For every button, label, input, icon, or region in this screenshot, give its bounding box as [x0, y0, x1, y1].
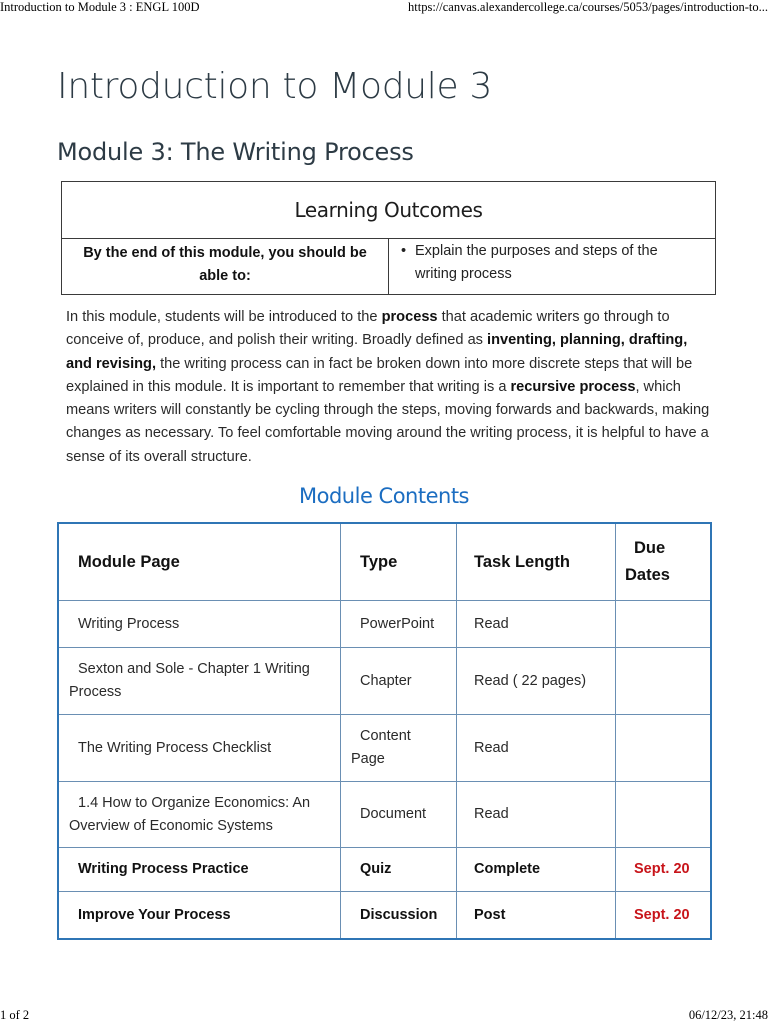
row-task-length: Read [457, 715, 616, 781]
page-title: Introduction to Module 3 [57, 66, 493, 107]
row-due-date: Sept. 20 [634, 861, 690, 877]
intro-bold-steps: inventing, planning, drafting, and revising, [66, 332, 688, 372]
row-due-date [616, 648, 710, 714]
table-row [59, 601, 710, 648]
learning-outcome-line2: writing process [415, 266, 512, 282]
row-type: Content [360, 728, 411, 744]
header-task-length: Task Length [457, 524, 616, 600]
row-task-length: Post [457, 892, 616, 938]
row-task-length: Read [457, 601, 616, 647]
bullet-icon: • [401, 243, 407, 259]
row-type: Chapter [360, 672, 412, 689]
module-contents-table [57, 522, 712, 940]
row-task-length: Read [457, 782, 616, 847]
print-footer-datetime: 06/12/23, 21:48 [688, 1008, 768, 1022]
learning-outcomes-intro-line2: able to: [199, 268, 251, 284]
intro-bold-process: process [381, 309, 438, 325]
learning-outcomes-title: Learning Outcomes [62, 182, 715, 239]
row-due-date [616, 601, 710, 647]
row-module-page-link[interactable]: Writing Process [78, 615, 180, 632]
row-module-page-link-cont[interactable]: Process [69, 684, 122, 700]
table-row [59, 648, 710, 715]
row-due-date [616, 782, 710, 847]
print-footer-page: 1 of 2 [0, 1008, 30, 1022]
print-header-url: https://canvas.alexandercollege.ca/courses/5053/pages/introduction-to... [408, 0, 768, 14]
row-module-page-link-cont[interactable]: Overview of Economic Systems [69, 817, 273, 834]
header-due-line1: Due [634, 539, 666, 557]
row-module-page-link[interactable]: Improve Your Process [59, 892, 341, 938]
row-task-length: Complete [457, 848, 616, 891]
table-header-row [59, 524, 710, 601]
learning-outcomes-intro-line1: By the end of this module, you should be [83, 245, 367, 261]
intro-paragraph [66, 306, 716, 469]
learning-outcome-item [389, 238, 715, 294]
header-type: Type [341, 524, 457, 600]
print-header [0, 0, 768, 16]
intro-text-4: , which means writers will constantly be cycling through the steps, moving forwards and backwards, making changes as necessary. To feel comfortable moving around the writing process, it is helpful to have a sense of its overall structure. [66, 378, 710, 465]
learning-outcomes-table [61, 181, 716, 295]
intro-bold-recursive: recursive process [510, 378, 636, 395]
row-task-length: Read ( 22 pages) [457, 648, 616, 714]
row-type: Quiz [341, 848, 457, 891]
intro-text-2: that academic writers go through to conceive of, produce, and polish their writing. Broadly defined as [66, 309, 670, 349]
row-module-page-link[interactable]: Writing Process Practice [59, 848, 341, 891]
header-due-dates [616, 524, 710, 600]
module-heading: Module 3: The Writing Process [57, 138, 414, 166]
header-due-line2: Dates [625, 566, 670, 584]
row-module-page-link[interactable]: 1.4 How to Organize Economics: An [78, 794, 311, 811]
row-due-date: Sept. 20 [634, 906, 690, 923]
row-type: Document [360, 806, 427, 822]
row-type: Discussion [341, 892, 457, 938]
table-row [59, 715, 710, 782]
table-row [59, 892, 710, 938]
learning-outcome-line1: Explain the purposes and steps of the [415, 243, 658, 259]
learning-outcomes-intro [62, 238, 389, 294]
module-contents-heading: Module Contents [299, 484, 469, 508]
table-row [59, 848, 710, 892]
table-row [59, 782, 710, 848]
header-module-page: Module Page [59, 524, 341, 600]
row-module-page-link[interactable]: The Writing Process Checklist [78, 739, 272, 756]
intro-text-3: the writing process can in fact be broken down into more discrete steps that will be explained in this module. It is important to remember that writing is a [66, 355, 693, 395]
row-module-page-link[interactable]: Sexton and Sole - Chapter 1 Writing [78, 661, 310, 677]
print-header-title: Introduction to Module 3 : ENGL 100D [0, 0, 200, 14]
row-type-cont: Page [351, 751, 385, 767]
intro-text-1: In this module, students will be introduced to the [66, 309, 382, 325]
row-due-date [616, 715, 710, 781]
print-footer [0, 1008, 768, 1024]
row-type: PowerPoint [360, 615, 435, 632]
